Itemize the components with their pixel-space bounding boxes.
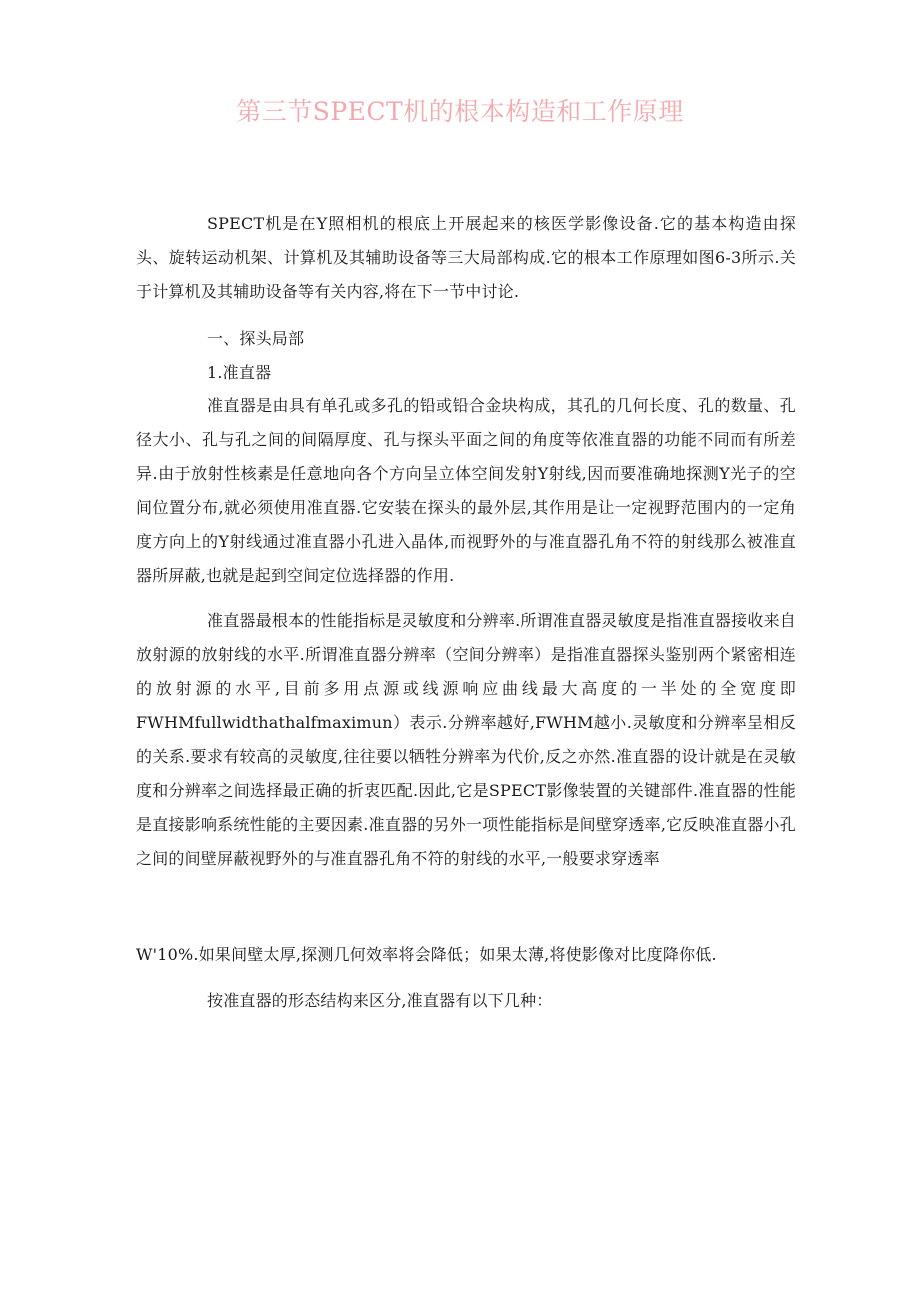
collimator-description-paragraph: 准直器是由具有单孔或多孔的铅或铅合金块构成，其孔的几何长度、孔的数量、孔径大小、孔与孔之间的间隔厚度、孔与探头平面之间的角度等依准直器的功能不同而有所差异.由于放射性核素是任意地向各个方向呈立体空间发射Y射线,因而要准确地探测Y光子的空间位置分布,就必须使用准直器.它安装在探头的最外层,其作用是让一定视野范围内的一定角度方向上的Y射线通过准直器小孔进入晶体,而视野外的与准直器孔角不符的射线那么被准直器所屏蔽,也就是起到空间定位选择器的作用. [136, 396, 796, 585]
section-heading: 一、探头局部 [207, 329, 305, 348]
intro-paragraph: SPECT机是在Y照相机的根底上开展起来的核医学影像设备.它的基本构造由探头、旋转运动机架、计算机及其辅助设备等三大局部构成.它的根本工作原理如图6-3所示.关于计算机及其辅助设备等有关内容,将在下一节中讨论. [136, 214, 796, 301]
penetration-paragraph: W'10%.如果间壁太厚,探测几何效率将会降低；如果太薄,将使影像对比度降你低. [136, 945, 717, 964]
document-title: 第三节SPECT机的根本构造和工作原理 [236, 97, 684, 126]
classification-paragraph: 按准直器的形态结构来区分,准直器有以下几种： [207, 991, 553, 1010]
subsection-heading: 1.准直器 [207, 363, 272, 382]
performance-paragraph: 准直器最根本的性能指标是灵敏度和分辨率.所谓准直器灵敏度是指准直器接收来自放射源的放射线的水平.所谓准直器分辨率（空间分辨率）是指准直器探头鉴别两个紧密相连的放射源的水平,目前多用点源或线源响应曲线最大高度的一半处的全宽度即FWHMfullwidthathalfmaximun）表示.分辨率越好,FWHM越小.灵敏度和分辨率呈相反的关系.要求有较高的灵敏度,往往要以牺牲分辨率为代价,反之亦然.准直器的设计就是在灵敏度和分辨率之间选择最正确的折衷匹配.因此,它是SPECT影像装置的关键部件.准直器的性能是直接影响系统性能的主要因素.准直器的另外一项性能指标是间壁穿透率,它反映准直器小孔之间的间壁屏蔽视野外的与准直器孔角不符的射线的水平,一般要求穿透率 [136, 611, 796, 868]
